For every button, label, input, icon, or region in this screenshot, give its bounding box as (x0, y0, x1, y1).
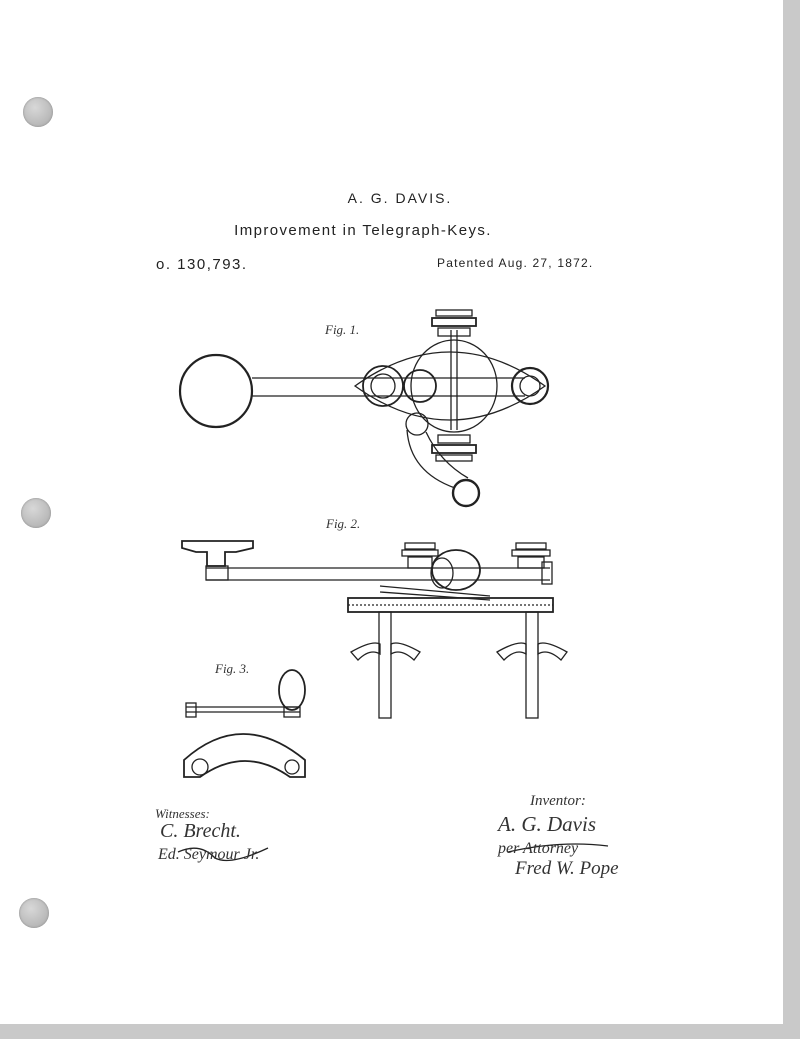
patent-number: o. 130,793. (156, 256, 248, 273)
witness-signature-2: Ed. Seymour Jr. (158, 846, 260, 863)
inventor-signature: A. G. Davis (498, 812, 596, 836)
fig2-drawing (182, 541, 567, 718)
witness-signature-1: C. Brecht. (160, 820, 241, 842)
witnesses-label: Witnesses: (155, 806, 210, 821)
per-attorney-text: per Attorney (498, 840, 579, 857)
fig1-drawing (180, 310, 548, 506)
inventor-label: Inventor: (530, 793, 586, 809)
fig2-label: Fig. 2. (326, 516, 361, 531)
inventor-name-heading: A. G. DAVIS. (347, 190, 453, 206)
attorney-signature: Fred W. Pope (515, 858, 619, 879)
fig3-label: Fig. 3. (215, 661, 250, 676)
fig3-drawing (184, 670, 305, 777)
patent-title: Improvement in Telegraph-Keys. (234, 222, 492, 239)
fig1-label: Fig. 1. (325, 322, 360, 337)
patent-date: Patented Aug. 27, 1872. (437, 256, 594, 270)
